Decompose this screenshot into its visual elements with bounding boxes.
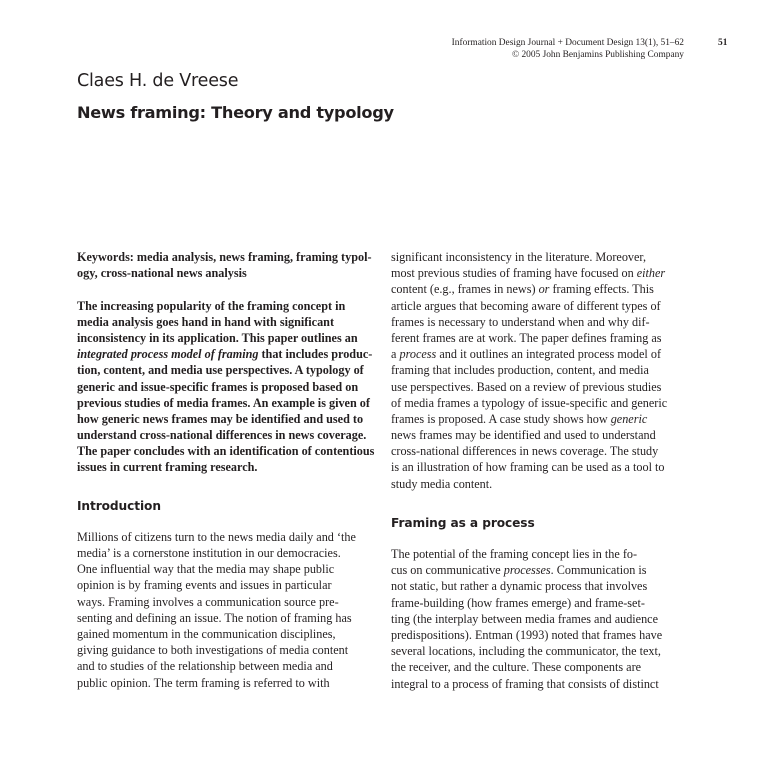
section-heading-framing-as-process: Framing as a process (391, 515, 535, 530)
text-line: most previous studies of framing have focused on either (391, 266, 666, 281)
text-line: inconsistency in its application. This paper outlines an (77, 330, 358, 345)
text-line: Keywords: media analysis, news framing, framing typol- (77, 250, 372, 264)
text-line: cus on communicative processes. Communication is (391, 563, 647, 578)
text-line: frame-building (how frames emerge) and frame-set- (391, 595, 645, 610)
text-line: is an illustration of how framing can be used as a tool to (391, 460, 665, 475)
text-line: opinion is by framing events and issues in particular (77, 578, 332, 593)
text-line: giving guidance to both investigations of media content (77, 643, 349, 658)
text-line: gained momentum in the communication disciplines, (77, 626, 336, 641)
text-line: and to studies of the relationship between media and (77, 659, 333, 674)
text-line: significant inconsistency in the literature. Moreover, (391, 250, 647, 264)
text-line: content (e.g., frames in news) or framing effects. This (391, 282, 654, 297)
text-line: ting (the interplay between media frames and audience (391, 611, 658, 626)
text-line: Millions of citizens turn to the news media daily and ‘the (77, 529, 356, 544)
text-line: generic and issue-specific frames is proposed based on (77, 379, 359, 394)
text-line: senting and defining an issue. The notion of framing has (77, 610, 352, 625)
section-heading-introduction: Introduction (77, 498, 161, 513)
text-line: The paper concludes with an identification of contentious (77, 444, 375, 459)
text-line: The potential of the framing concept lies in the fo- (391, 547, 638, 562)
keywords (77, 249, 373, 281)
text-line: news frames may be identified and used to understand (391, 428, 656, 443)
text-line: article argues that becoming aware of different types of (391, 298, 661, 313)
text-line: use perspectives. Based on a review of previous studies (391, 379, 662, 394)
text-line: issues in current framing research. (77, 460, 258, 475)
text-line: previous studies of media frames. An example is given of (77, 395, 370, 410)
text-line: not static, but rather a dynamic process that involves (391, 579, 648, 594)
text-line: public opinion. The term framing is referred to with (77, 675, 330, 690)
right-column (391, 249, 687, 692)
abstract (77, 298, 373, 476)
text-line: ways. Framing involves a communication source pre- (77, 594, 339, 609)
text-line: cross-national differences in news coverage. The study (391, 444, 659, 459)
text-line: frames is proposed. A case study shows how generic (391, 411, 648, 426)
text-line: how generic news frames may be identified and used to (77, 411, 364, 426)
text-line: framing that includes production, content, and media (391, 363, 649, 378)
text-line: understand cross-national differences in news coverage. (77, 428, 367, 443)
text-line: ogy, cross-national news analysis (77, 266, 247, 281)
page-number: 51 (718, 38, 728, 48)
left-column (77, 249, 373, 691)
text-line: One influential way that the media may shape public (77, 562, 335, 577)
text-line: integral to a process of framing that consists of distinct (391, 676, 659, 691)
abstract-continuation-paragraph (391, 249, 687, 492)
text-line: predispositions). Entman (1993) noted that frames have (391, 627, 663, 642)
introduction-paragraph (77, 529, 373, 691)
text-line: frames is necessary to understand when and why dif- (391, 314, 650, 329)
text-line: integrated process model of framing that includes produc- (77, 347, 373, 362)
text-line: The increasing popularity of the framing concept in (77, 298, 346, 313)
copyright-notice: © 2005 John Benjamins Publishing Company (512, 50, 684, 60)
article-title: News framing: Theory and typology (77, 103, 394, 122)
journal-citation: Information Design Journal + Document Design 13(1), 51–62 (451, 38, 684, 48)
text-line: several locations, including the communicator, the text, (391, 644, 661, 659)
text-line: the receiver, and the culture. These components are (391, 660, 642, 675)
text-line: a process and it outlines an integrated process model of (391, 347, 661, 362)
text-line: media’ is a cornerstone institution in our democracies. (77, 546, 341, 561)
text-line: media analysis goes hand in hand with significant (77, 314, 335, 329)
text-line: tion, content, and media use perspectives. A typology of (77, 363, 364, 378)
framing-process-paragraph (391, 546, 687, 692)
text-line: study media content. (391, 476, 493, 491)
author-name: Claes H. de Vreese (77, 71, 239, 91)
text-line: ferent frames are at work. The paper defines framing as (391, 330, 662, 345)
text-line: of media frames a typology of issue-specific and generic (391, 395, 668, 410)
